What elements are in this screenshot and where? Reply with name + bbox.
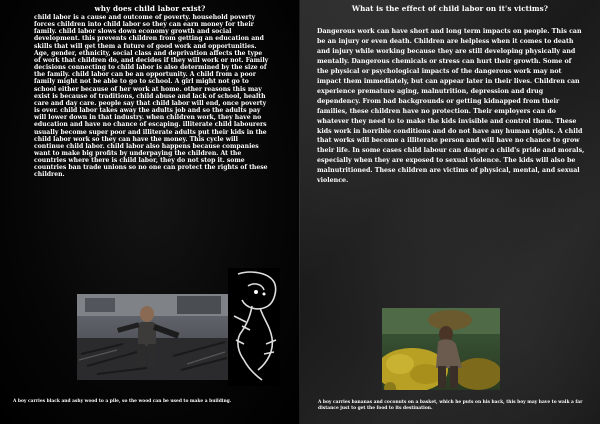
left-photo-caption: A boy carries black and ashy wood to a pile, so the wood can be used to make a building. (13, 399, 232, 404)
right-page-heading: What is the effect of child labor on it's victims? (351, 4, 549, 13)
left-page-heading: why does child labor exist? (94, 4, 206, 13)
right-page-body: Dangerous work can have short and long term impacts on people. This can be an injury or even death. Children are helpless when it comes to death and injury while working because they are still developing physically and mentally. Dangerous chemicals or stress can hurt their growth. Some of the physical or psychological impacts of the dangerous work may not impact them immediately, but can appear later in their lives. Children can experience premature aging, malnutrition, depression and drug dependency. From bad backgrounds or getting kidnapped from their families, these children have no protection. Their employers can do whatever they need to to make the kids invisible and control them. These kids work in horrible conditions and do not have any human rights. A child that works will become a illiterate person and will have no chance to grow their life. In some cases child labour can danger a child's pride and morals, especially when they are exposed to sexual violence. The kids will also be malnutritioned. These children are victims of physical, mental, and sexual violence. (317, 28, 585, 185)
boy-carrying-wood-photo (77, 294, 229, 380)
chained-child-sketch (228, 268, 280, 386)
boy-carrying-bananas-photo (382, 308, 500, 390)
right-photo-caption: A boy carries bananas and coconuts on a basket, which he puts on his back, this boy may have to walk a far distance just to get the food to its destination. (318, 400, 583, 411)
left-page-body: child labor is a cause and outcome of poverty. household poverty forces children into child labor so they can earn money for their family. child labor slows down economy growth and social development. this prevents children from getting an education and skills that will get them a future of good work and opportunities. Age, gender, ethnicity, social class and deprivation affects the type of work that children do, and decides if they will work or not. Family decisions connecting to child labor is also determined by the size of the family. child labor can be an opportunity. A child from a poor family might not be able to go to school. A girl might not go to school either because of her work at home. other reasons this may exist is because of traditions, child abuse and lack of school, health care and day care. people say that child labor will end, once poverty is over. child labor takes away the adults job and so the adults pay will lower down in that industry. when children work, they have no education and have no chance of escaping. illiterate child labourers usually become super poor and illiterate adults put their kids in the child labor work so they can have the money. This cycle will continue child labor. child labor also happens because companies want to make big profits by underpaying the children. At the countries where there is child labor, they do not stop it. some countries ban trade unions so no one can protect the rights of these children. (34, 14, 269, 179)
